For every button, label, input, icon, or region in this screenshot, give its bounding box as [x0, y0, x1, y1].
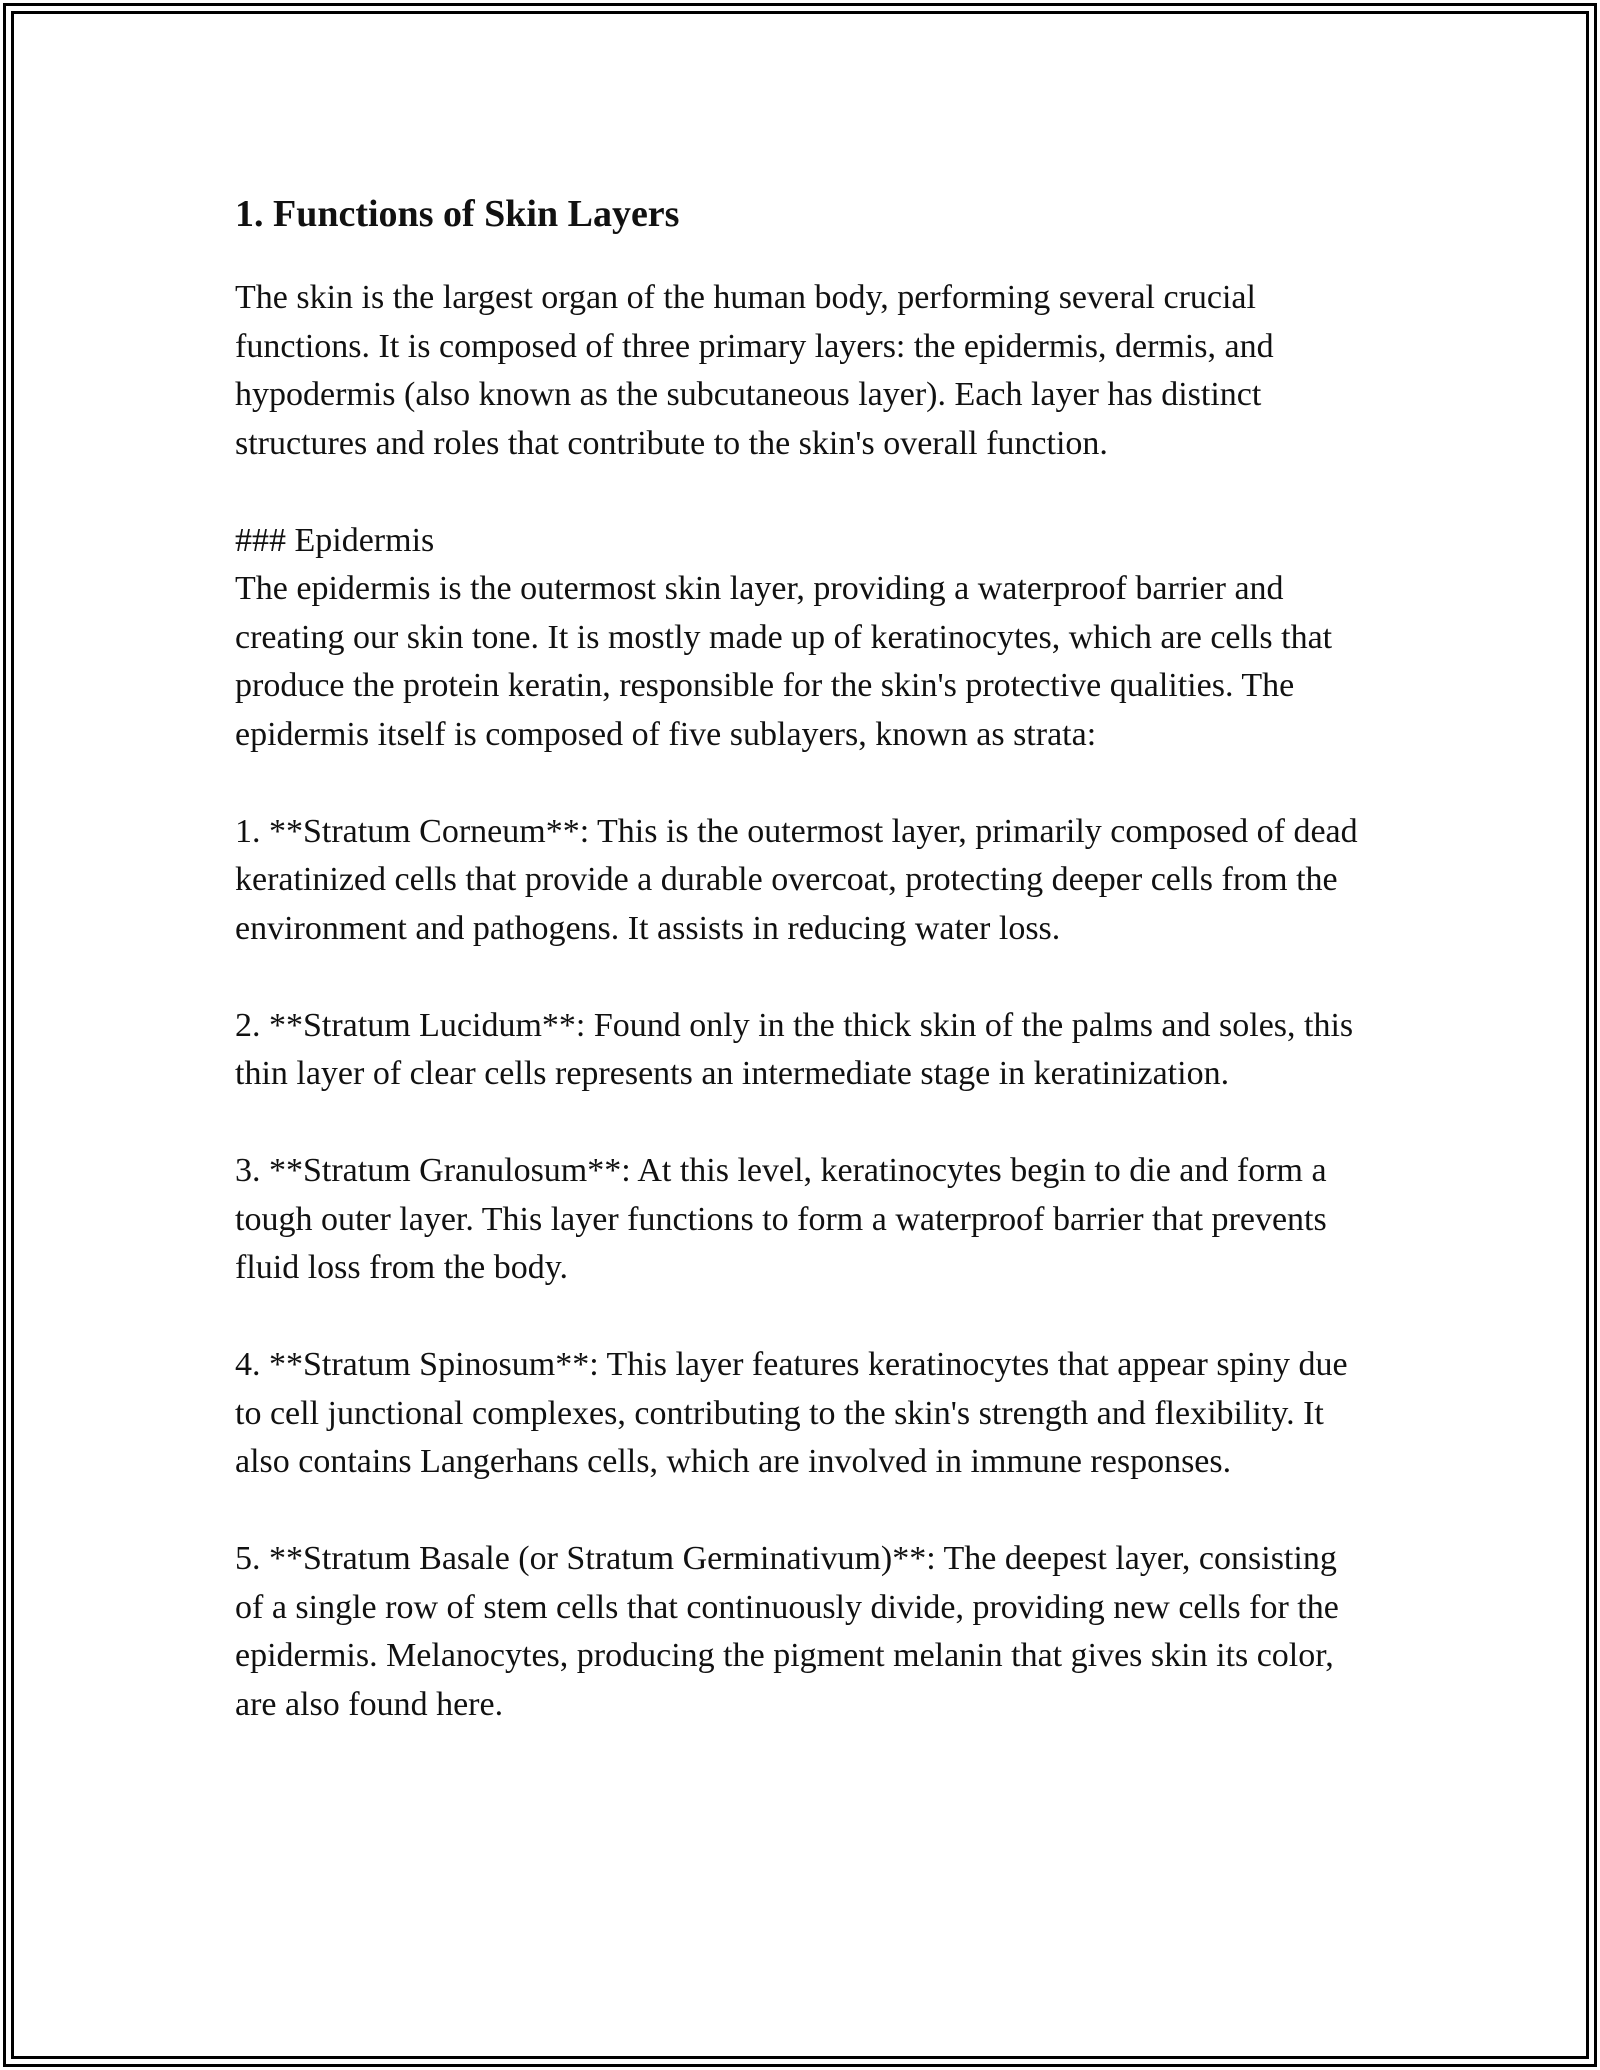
spacer [235, 1099, 1365, 1148]
spacer [235, 953, 1365, 1002]
spacer [235, 759, 1365, 808]
spacer [235, 1487, 1365, 1536]
stratum-item-lucidum: 2. **Stratum Lucidum**: Found only in the thick skin of the palms and soles, this thin layer of clear cells represents an intermediate stage in keratinization. [235, 1006, 1354, 1092]
stratum-item-granulosum: 3. **Stratum Granulosum**: At this level, keratinocytes begin to die and form a tough outer layer. This layer functions to form a waterproof barrier that prevents fluid loss from the body. [235, 1152, 1327, 1286]
epidermis-paragraph: The epidermis is the outermost skin layer, providing a waterproof barrier and creating our skin tone. It is mostly made up of keratinocytes, which are cells that produce the protein keratin, responsible for the skin's protective qualities. The epidermis itself is composed of five sublayers, known as strata: [235, 570, 1333, 753]
stratum-item-spinosum: 4. **Stratum Spinosum**: This layer features keratinocytes that appear spiny due to cell junctional complexes, contributing to the skin's strength and flexibility. It also contains Langerhans cells, which are involved in immune responses. [235, 1346, 1348, 1480]
spacer [235, 1293, 1365, 1342]
stratum-item-corneum: 1. **Stratum Corneum**: This is the outermost layer, primarily composed of dead keratinized cells that provide a durable overcoat, protecting deeper cells from the environment and pathogens. It assists in reducing water loss. [235, 812, 1358, 947]
section-title: 1. Functions of Skin Layers [235, 193, 680, 235]
epidermis-heading: ### Epidermis [235, 521, 435, 559]
document-body [235, 186, 1365, 1729]
stratum-item-basale: 5. **Stratum Basale (or Stratum Germinativum)**: The deepest layer, consisting of a single row of stem cells that continuously divide, providing new cells for the epidermis. Melanocytes, producing the pigment melanin that gives skin its color, are also found here. [235, 1540, 1339, 1723]
spacer [235, 468, 1365, 517]
intro-paragraph: The skin is the largest organ of the human body, performing several crucial functions. It is composed of three primary layers: the epidermis, dermis, and hypodermis (also known as the subcutaneous layer). Each layer has distinct structures and roles that contribute to the skin's overall function. [235, 279, 1274, 462]
